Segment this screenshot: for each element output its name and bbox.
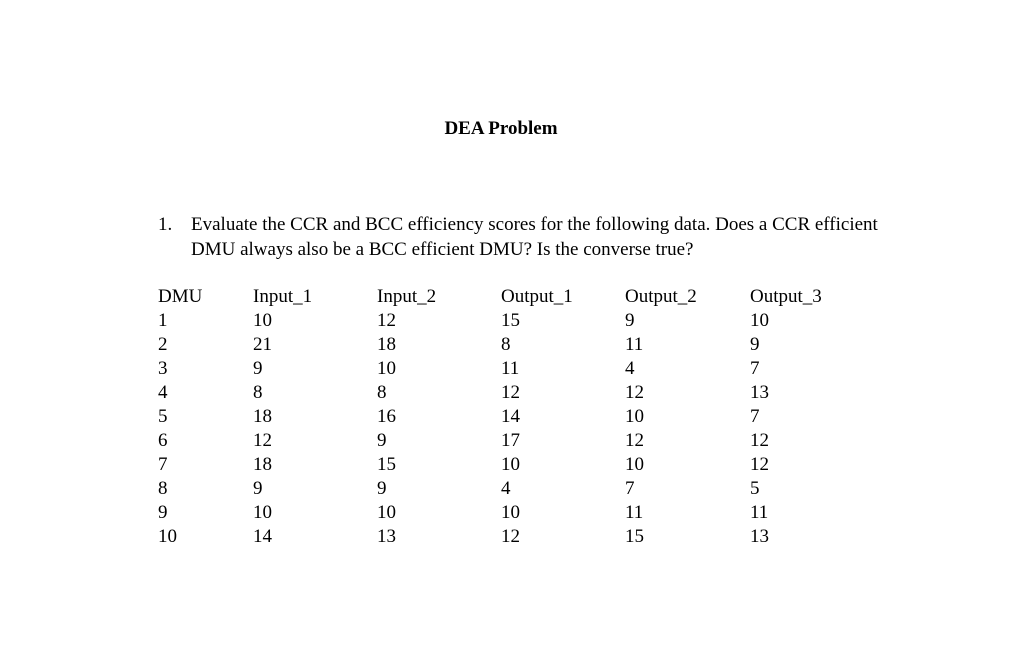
cell-output-3: 11 xyxy=(750,502,769,523)
cell-input-1: 9 xyxy=(253,358,263,379)
table-body xyxy=(158,309,850,549)
cell-output-3: 7 xyxy=(750,358,760,379)
cell-output-1: 15 xyxy=(501,310,520,331)
cell-output-1: 8 xyxy=(501,334,511,355)
table-row xyxy=(158,525,850,549)
table-row xyxy=(158,381,850,405)
header-output-3: Output_3 xyxy=(750,286,822,307)
cell-output-2: 9 xyxy=(625,310,635,331)
header-output-1: Output_1 xyxy=(501,286,573,307)
cell-output-1: 12 xyxy=(501,526,520,547)
cell-dmu: 7 xyxy=(158,454,168,475)
cell-output-2: 11 xyxy=(625,502,644,523)
table-row xyxy=(158,429,850,453)
cell-input-2: 9 xyxy=(377,478,387,499)
cell-input-2: 8 xyxy=(377,382,387,403)
cell-output-3: 13 xyxy=(750,382,769,403)
cell-dmu: 1 xyxy=(158,310,168,331)
cell-output-3: 10 xyxy=(750,310,769,331)
cell-input-1: 14 xyxy=(253,526,272,547)
cell-input-1: 10 xyxy=(253,310,272,331)
cell-input-1: 12 xyxy=(253,430,272,451)
page-title: DEA Problem xyxy=(444,118,558,139)
cell-input-2: 12 xyxy=(377,310,396,331)
table-row xyxy=(158,477,850,501)
cell-output-3: 7 xyxy=(750,406,760,427)
table-row xyxy=(158,333,850,357)
cell-output-1: 10 xyxy=(501,502,520,523)
cell-input-1: 9 xyxy=(253,478,263,499)
table-header-row xyxy=(158,285,850,309)
cell-output-1: 12 xyxy=(501,382,520,403)
table-row xyxy=(158,501,850,525)
cell-output-2: 10 xyxy=(625,406,644,427)
cell-dmu: 4 xyxy=(158,382,168,403)
cell-dmu: 6 xyxy=(158,430,168,451)
cell-output-3: 12 xyxy=(750,430,769,451)
cell-input-2: 9 xyxy=(377,430,387,451)
cell-output-1: 4 xyxy=(501,478,511,499)
cell-output-3: 12 xyxy=(750,454,769,475)
cell-input-1: 21 xyxy=(253,334,272,355)
cell-dmu: 3 xyxy=(158,358,168,379)
cell-output-2: 15 xyxy=(625,526,644,547)
cell-input-1: 8 xyxy=(253,382,263,403)
cell-output-1: 14 xyxy=(501,406,520,427)
cell-input-1: 10 xyxy=(253,502,272,523)
header-dmu: DMU xyxy=(158,286,203,307)
table-row xyxy=(158,309,850,333)
cell-output-2: 10 xyxy=(625,454,644,475)
cell-output-3: 5 xyxy=(750,478,760,499)
cell-input-2: 16 xyxy=(377,406,396,427)
cell-output-2: 12 xyxy=(625,430,644,451)
cell-input-1: 18 xyxy=(253,454,272,475)
table-row xyxy=(158,357,850,381)
table-row xyxy=(158,453,850,477)
cell-input-2: 13 xyxy=(377,526,396,547)
cell-dmu: 8 xyxy=(158,478,168,499)
cell-output-2: 7 xyxy=(625,478,635,499)
cell-input-2: 18 xyxy=(377,334,396,355)
cell-dmu: 2 xyxy=(158,334,168,355)
cell-output-1: 17 xyxy=(501,430,520,451)
cell-input-2: 10 xyxy=(377,502,396,523)
cell-output-1: 11 xyxy=(501,358,520,379)
cell-output-1: 10 xyxy=(501,454,520,475)
cell-input-2: 15 xyxy=(377,454,396,475)
cell-output-2: 11 xyxy=(625,334,644,355)
table-row xyxy=(158,405,850,429)
cell-output-3: 13 xyxy=(750,526,769,547)
cell-output-2: 12 xyxy=(625,382,644,403)
cell-output-2: 4 xyxy=(625,358,635,379)
header-input-2: Input_2 xyxy=(377,286,437,307)
question-text: Evaluate the CCR and BCC efficiency scores for the following data. Does a CCR efficient DMU always also be a BCC efficient DMU? Is the converse true? xyxy=(191,214,878,260)
header-input-1: Input_1 xyxy=(253,286,313,307)
cell-input-1: 18 xyxy=(253,406,272,427)
question-number: 1. xyxy=(158,214,173,235)
dmu-data-table xyxy=(158,285,850,549)
cell-input-2: 10 xyxy=(377,358,396,379)
cell-dmu: 10 xyxy=(158,526,177,547)
cell-dmu: 9 xyxy=(158,502,168,523)
header-output-2: Output_2 xyxy=(625,286,697,307)
cell-output-3: 9 xyxy=(750,334,760,355)
cell-dmu: 5 xyxy=(158,406,168,427)
